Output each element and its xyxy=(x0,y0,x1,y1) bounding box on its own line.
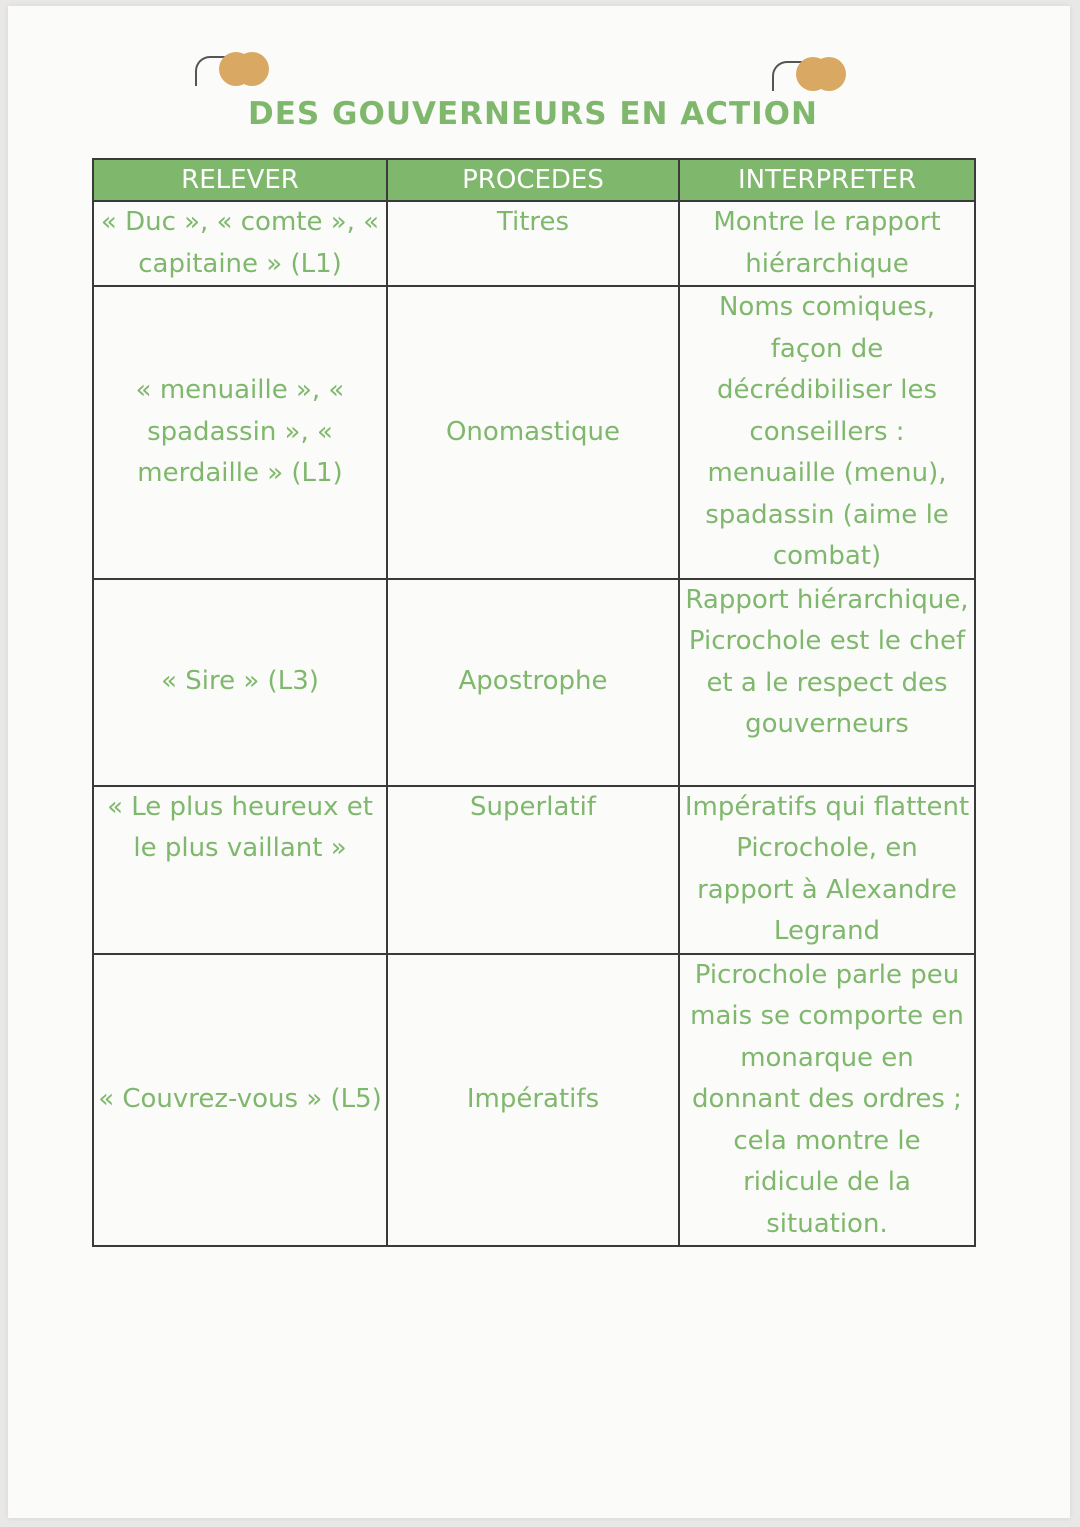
cell-interpreter: Picrochole parle peu mais se comporte en monarque en donnant des ordres ; cela montre le ridicule de la situation. xyxy=(679,954,975,1247)
cell-interpreter: Rapport hiérarchique, Picrochole est le chef et a le respect des gouverneurs xyxy=(679,579,975,786)
table-row xyxy=(93,579,975,786)
cell-procedes: Onomastique xyxy=(387,286,679,579)
cell-relever: « menuaille », « spadassin », « merdaille » (L1) xyxy=(93,286,387,579)
header-interpreter: INTERPRETER xyxy=(679,159,975,201)
cell-relever: « Couvrez-vous » (L5) xyxy=(93,954,387,1247)
cell-relever: « Duc », « comte », « capitaine » (L1) xyxy=(93,201,387,286)
page-title: DES GOUVERNEURS EN ACTION xyxy=(248,96,818,132)
cell-interpreter: Impératifs qui flattent Picrochole, en rapport à Alexandre Legrand xyxy=(679,786,975,954)
table-row xyxy=(93,786,975,954)
analysis-table xyxy=(92,158,976,1247)
dot-icon xyxy=(235,52,269,86)
decoration-left xyxy=(183,46,263,96)
cell-relever: « Le plus heureux et le plus vaillant » xyxy=(93,786,387,954)
dot-icon xyxy=(812,57,846,91)
table-row xyxy=(93,954,975,1247)
table-row xyxy=(93,286,975,579)
table-row xyxy=(93,201,975,286)
cell-procedes: Superlatif xyxy=(387,786,679,954)
cell-procedes: Impératifs xyxy=(387,954,679,1247)
cell-interpreter: Montre le rapport hiérarchique xyxy=(679,201,975,286)
decoration-right xyxy=(760,51,840,101)
header-procedes: PROCEDES xyxy=(387,159,679,201)
cell-procedes: Titres xyxy=(387,201,679,286)
cell-interpreter: Noms comiques, façon de décrédibiliser les conseillers : menuaille (menu), spadassin (aime le combat) xyxy=(679,286,975,579)
table-header-row xyxy=(93,159,975,201)
cell-procedes: Apostrophe xyxy=(387,579,679,786)
header-relever: RELEVER xyxy=(93,159,387,201)
cell-relever: « Sire » (L3) xyxy=(93,579,387,786)
paper-sheet xyxy=(8,6,1070,1518)
